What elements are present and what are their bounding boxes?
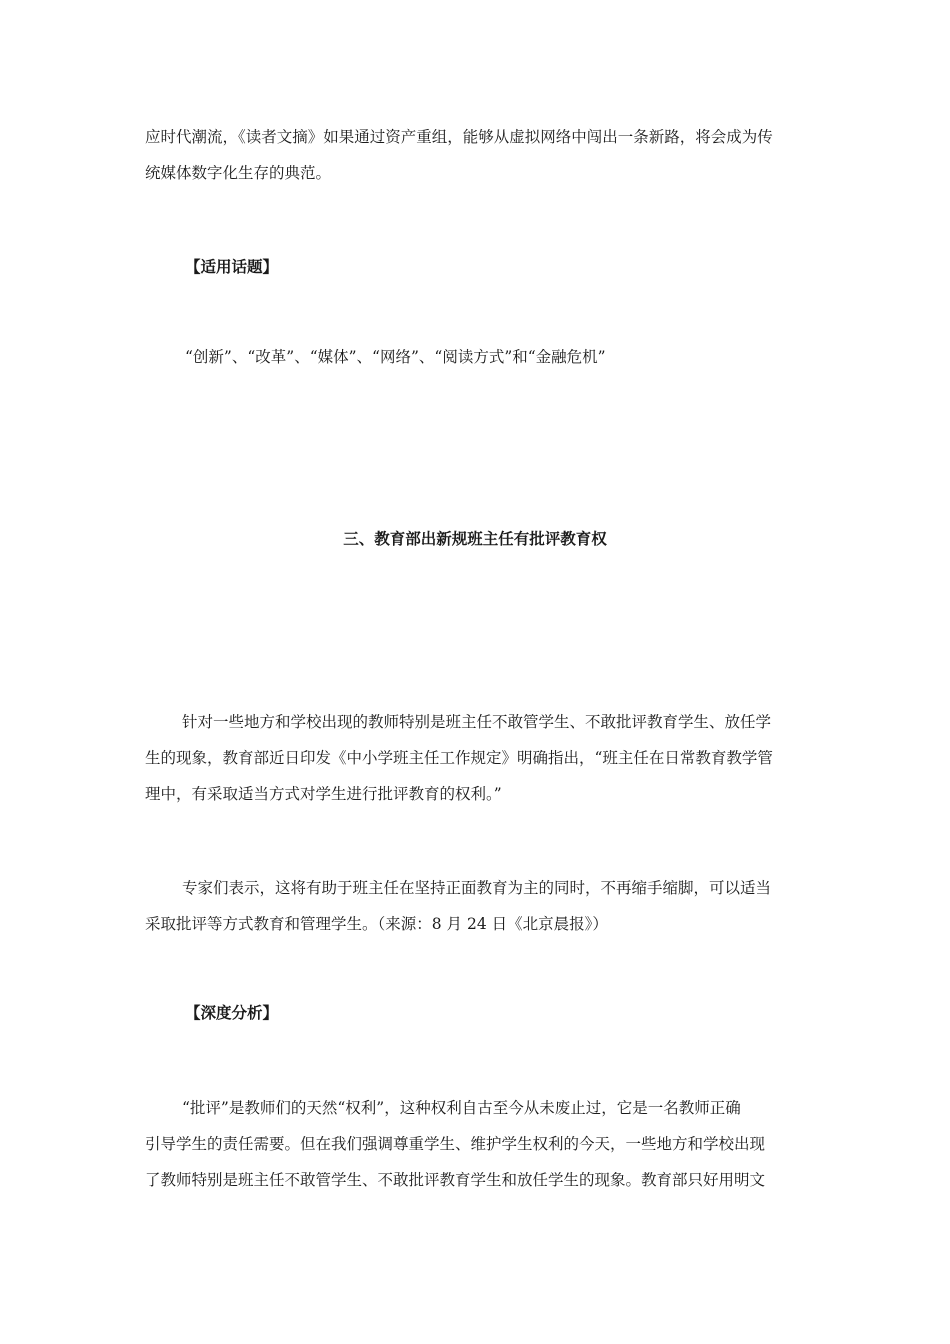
text-line: 引导学生的责任需要。但在我们强调尊重学生、维护学生权利的今天，一些地方和学校出现 [145,1135,766,1153]
text-line: 针对一些地方和学校出现的教师特别是班主任不敢管学生、不敢批评教育学生、放任学 [182,713,772,731]
paragraph-readers-digest [145,119,809,191]
text-line: “批评”是教师们的天然“权利”，这种权利自古至今从未废止过，它是一名教师正确 [182,1099,741,1117]
text-line: 统媒体数字化生存的典范。 [145,164,332,182]
text-line: 专家们表示，这将有助于班主任在坚持正面教育为主的同时，不再缩手缩脚，可以适当 [182,879,772,897]
text-line: 生的现象，教育部近日印发《中小学班主任工作规定》明确指出，“班主任在日常教育教学管 [145,749,773,767]
section-title: 三、教育部出新规班主任有批评教育权 [343,529,607,548]
text-line: 应时代潮流，《读者文摘》如果通过资产重组，能够从虚拟网络中闯出一条新路，将会成为传 [145,128,773,146]
paragraph-ministry-rules [145,704,809,812]
heading-deep-analysis: 【深度分析】 [185,1003,279,1022]
paragraph-analysis [145,1090,809,1198]
paragraph-experts [145,870,809,942]
heading-applicable-topics: 【适用话题】 [185,257,279,276]
text-line: 采取批评等方式教育和管理学生。（来源：8 月 24 日《北京晨报》） [145,915,608,933]
text-line: 了教师特别是班主任不敢管学生、不敢批评教育学生和放任学生的现象。教育部只好用明文 [145,1171,766,1189]
topics-list: “创新”、“改革”、“媒体”、“网络”、“阅读方式”和“金融危机” [185,348,606,366]
text-line: 理中，有采取适当方式对学生进行批评教育的权利。” [145,785,502,803]
